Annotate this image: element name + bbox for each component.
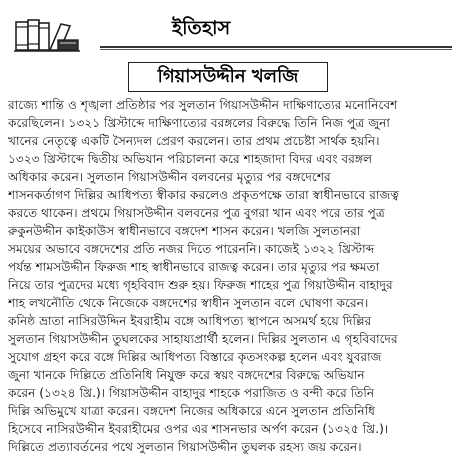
body-line: করতে থাকেন। প্রথমে গিয়াসউদ্দীন বলবনের পুত্র বুগরা খান এবং পরে তার পুত্র [8, 206, 385, 220]
body-line: সুযোগ গ্রহণ করে বঙ্গে দিল্লির আধিপত্য বিস্তারে কৃতসংকল্প হলেন এবং যুবরাজ [8, 350, 382, 364]
body-line: শাহ লখনৌতি থেকে নিজেকে বঙ্গদেশের স্বাধীন সুলতান বলে ঘোষণা করেন। [8, 296, 369, 310]
body-line: পর্যন্ত শামসউদ্দীন ফিরুজ শাহ স্বাধীনভাবে রাজত্ব করেন। তার মৃত্যুর পর ক্ষমতা [8, 260, 380, 274]
body-line: ১৩২৩ খ্রিস্টাব্দে দ্বিতীয় অভিযান পরিচালনা করে শাহজাদা বিদর এবং বরঙ্গল [8, 152, 373, 166]
body-line: দিল্লিতে প্রত্যাবর্তনের পথে সুলতান গিয়াসউদ্দীন তুঘলক রহস্য জয় করেন। [8, 440, 362, 454]
body-line: শাসনকর্তাগণ দিল্লির আধিপত্য স্বীকার করলেও প্রকৃতপক্ষে তারা স্বাধীনভাবে রাজত্ব [8, 188, 400, 202]
body-line: সুলতান গিয়াসউদ্দীন তুঘলকের সাহায্যপ্রার্থী হলেন। দিল্লির সুলতান এ গৃহবিবাদের [8, 332, 398, 346]
body-line: রুকুনউদ্দীন কাইকাউস স্বাধীনভাবে বঙ্গদেশ শাসন করেন। খলজি সুলতানরা [8, 224, 361, 238]
body-line: করেন (১৩২৪ খ্রি.)। গিয়াসউদ্দীন বাহাদুর শাহকে পরাজিত ও বন্দী করে তিনি [8, 386, 375, 400]
section-title: ইতিহাস [172, 17, 231, 39]
header-divider [100, 46, 452, 48]
body-line: হিসেবে নাসিরউদ্দীন ইবরাহীমের ওপর এর শাসনভার অর্পণ করেন (১৩২৫ খ্রি.)। [8, 422, 389, 436]
body-line: সময়ের অভাবে বঙ্গদেশের প্রতি নজর দিতে পারেননি। কাজেই ১৩২২ খ্রিস্টাব্দ [8, 242, 375, 256]
body-line: দিল্লি অভিমুখে যাত্রা করেন। বঙ্গদেশ নিজের অধিকারে এনে সুলতান প্রতিনিধি [8, 404, 376, 418]
body-line: অধিকার করেন। সুলতান গিয়াসউদ্দীন বলবনের মৃত্যুর পর বঙ্গদেশের [8, 170, 331, 184]
body-line: কনিষ্ঠ ভ্রাতা নাসিরউদ্দিন ইবরাহীম বঙ্গে আধিপত্য স্থাপনে অসমর্থ হয়ে দিল্লির [8, 314, 372, 328]
body-line: রাজ্যে শান্তি ও শৃঙ্খলা প্রতিষ্ঠার পর সুলতান গিয়াসউদ্দীন দাক্ষিণাত্যের মনোনিবেশ [8, 98, 398, 112]
article-body [8, 96, 454, 458]
article-title-box [128, 62, 328, 92]
books-icon [14, 18, 80, 52]
article-title: গিয়াসউদ্দীন খলজি [157, 66, 299, 87]
body-line: করেছিলেন। ১৩২১ খ্রিস্টাব্দে দাক্ষিণাত্যের বরঙ্গলের বিরুদ্ধে তিনি নিজ পুত্র জুনা [8, 116, 390, 130]
body-line: খানের নেতৃত্বে একটি সৈন্যদল প্রেরণ করলেন। তার প্রথম প্রচেষ্টা সার্থক হয়নি। [8, 134, 380, 148]
header-divider-thin [100, 49, 452, 50]
body-line: নিয়ে তার পুত্রদের মধ্যে গৃহবিবাদ শুরু হয়। ফিরুজ শাহের পুত্র গিয়াউদ্দীন বাহাদুর [8, 278, 393, 292]
section-header [4, 4, 454, 56]
body-line: জুনা খানকে দিল্লিতে প্রতিনিধি নিযুক্ত করে স্বয়ং বঙ্গদেশের বিরুদ্ধে অভিযান [8, 368, 365, 382]
